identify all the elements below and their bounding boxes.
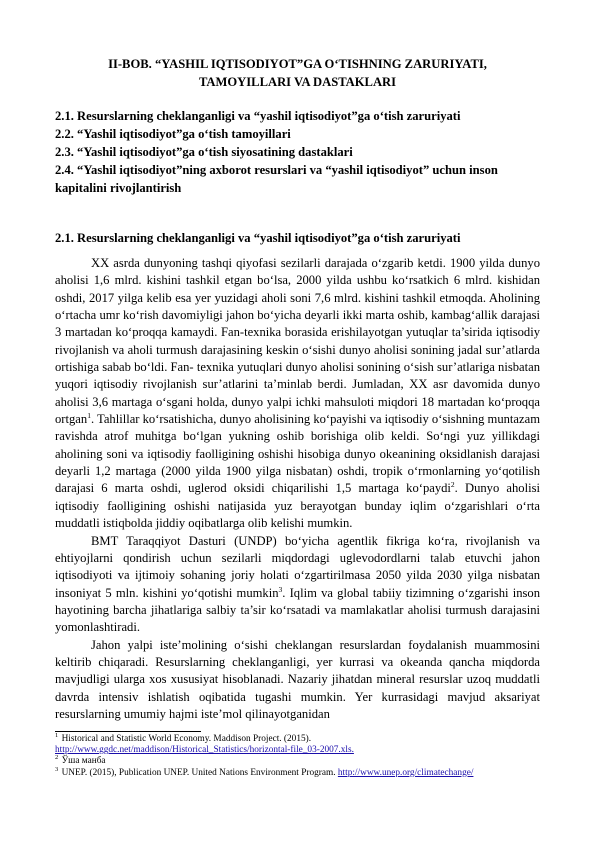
paragraph-text: . Dunyo aholisi iqtisodiy faolligining oshishi natijasida yuz berayotgan bunday iqlim o‘zgarishlari o‘rta muddatli istiqbolda jiddiy oqibatlarga olib kelishi mumkin. bbox=[55, 481, 540, 531]
chapter-title-line-2: TAMOYILLARI VA DASTAKLARI bbox=[198, 75, 397, 89]
footnote-3 bbox=[55, 765, 540, 779]
paragraph-text: XX asrda dunyoning tashqi qiyofasi sezilarli darajada o‘zgarib ketdi. 1900 yilda dunyo aholisi 1,6 mlrd. kishini tashkil etgan bo‘lsa, 2000 yilda ushbu ko‘rsatkich 6 mlrd. kishidan oshdi, 2017 yilga kelib esa yer yuzidagi aholi soni 7,6 mlrd. kishini tashkil etmoqda. Aholining o‘rtacha umr ko‘rish davomiyligi jahon bo‘yicha deyarli ikki marta oshib, kambag‘allik darajasi 3 martadan ko‘proqqa kamaydi. Fan-texnika borasida erishilayotgan yutuqlar ta’sirida iqtisodiy rivojlanish va aholi turmush darajasining keskin o‘sishi dunyo aholisi sonining jadal sur’atlarda ortishiga sabab bo‘ldi. Fan- texnika yutuqlari dunyo aholisi sonining o‘sish sur’atlariga nisbatan yuqori iqtisodiy rivojlanish sur’atlarini ta’minlab berdi. Jumladan, XX asr davomida dunyo aholisi 3,6 martaga o‘sgani holda, dunyo yalpi ichki mahsuloti miqdori 18 martadan ko‘proqqa ortgan bbox=[55, 256, 540, 427]
toc-item: 2.1. Resurslarning cheklanganligi va “yashil iqtisodiyot”ga o‘tish zaruriyati bbox=[55, 109, 461, 123]
paragraph-text: BMT Taraqqiyot Dasturi (UNDP) bo‘yicha agentlik fikriga ko‘ra, rivojlanish va ehtiyojlarni qondirish uchun sezilarli miqdordagi uglevodordlarni talab etuvchi jahon iqtisodiyoti va ijtimoiy sohaning joriy holati o‘zgartirilmasa 2050 yilda 2030 yilga nisbatan insoniyat 5 mln. kishini yo‘qotishi mumkin bbox=[55, 533, 540, 600]
section-heading: 2.1. Resurslarning cheklanganligi va “yashil iqtisodiyot”ga o‘tish zaruriyati bbox=[55, 231, 461, 245]
chapter-title-line-1: II-BOB. “YASHIL IQTISODIYOT”GA O‘TISHNING ZARURIYATI, bbox=[108, 57, 487, 71]
body-paragraph-2 bbox=[55, 533, 540, 637]
footnote-1 bbox=[55, 731, 540, 745]
body-paragraph-3: Jahon yalpi iste’molining o‘sishi cheklangan resurslardan foydalanish muammosini keltirib chiqaradi. Resurslarning cheklanganligi, yer kurrasi va okeanda qancha miqdorda mavjudligi ularga xos xususiyat hisoblanadi. Nazariy jihatdan mineral resurslar uzoq muddatli davrda intensiv ishlatish oqibatida tugashi mumkin. Yer kurrasidagi mavjud aksariyat resurslarning umumiy hajmi iste’mol qilinayotganidan bbox=[55, 637, 540, 721]
footnote-text: UNEP. (2015), Publication UNEP. United Nations Environment Program. bbox=[61, 767, 336, 778]
footnotes bbox=[55, 731, 540, 779]
toc-item: 2.2. “Yashil iqtisodiyot”ga o‘tish tamoyillari bbox=[55, 127, 291, 141]
footnote-marker[interactable]: 1 bbox=[87, 410, 91, 420]
footnote-text: Ўша манба bbox=[61, 756, 106, 767]
document-page bbox=[55, 55, 540, 723]
footnote-number: 2 bbox=[55, 754, 59, 762]
chapter-title bbox=[55, 55, 540, 91]
footnote-text: Historical and Statistic World Economy. Maddison Project. (2015). bbox=[61, 734, 312, 744]
footnote-2 bbox=[55, 756, 540, 767]
paragraph-text: . Iqlim va global tabiiy tizimning o‘zgarishi inson hayotining barcha jihatlariga salbiy ta’sir ko‘rsatadi va mamlakatlar aholisi turmush darajasini yomonlashtiradi. bbox=[55, 585, 540, 635]
footnote-marker[interactable]: 2 bbox=[450, 480, 455, 490]
footnote-1-link-line bbox=[55, 745, 540, 756]
footnote-number: 3 bbox=[55, 765, 59, 773]
footnote-marker[interactable]: 3 bbox=[278, 584, 283, 594]
footnote-divider bbox=[55, 731, 201, 732]
footnote-link[interactable]: http://www.unep.org/climatechange/ bbox=[337, 767, 474, 778]
toc-item: 2.4. “Yashil iqtisodiyot”ning axborot resurslari va “yashil iqtisodiyot” uchun inson kapitalini rivojlantirish bbox=[55, 163, 498, 195]
footnote-link[interactable]: http://www.ggdc.net/maddison/Historical_Statistics/horizontal-file_03-2007.xls. bbox=[55, 745, 354, 756]
footnote-number: 1 bbox=[55, 731, 59, 739]
body-paragraph-1 bbox=[55, 255, 540, 533]
paragraph-text: . Tahlillar ko‘rsatishicha, dunyo aholisining ko‘payishi va iqtisodiy o‘sishning muntazam ravishda atrof muhitga bo‘lgan yukning oshib borishiga olib keldi. So‘ngi yuz yillikdagi aholining soni va iqtisodiy faolligining oshishi hisobiga dunyo okeanining oksidlanish darajasi deyarli 1,2 martaga (2000 yilda 1900 yilga nisbatan) oshdi, tropik o‘rmonlarning yo‘qotilish darajasi 6 marta oshdi, uglerod oksidi chiqarilishi 1,5 martaga ko‘paydi bbox=[55, 412, 540, 496]
table-of-contents bbox=[55, 107, 540, 197]
toc-item: 2.3. “Yashil iqtisodiyot”ga o‘tish siyosatining dastaklari bbox=[55, 145, 353, 159]
